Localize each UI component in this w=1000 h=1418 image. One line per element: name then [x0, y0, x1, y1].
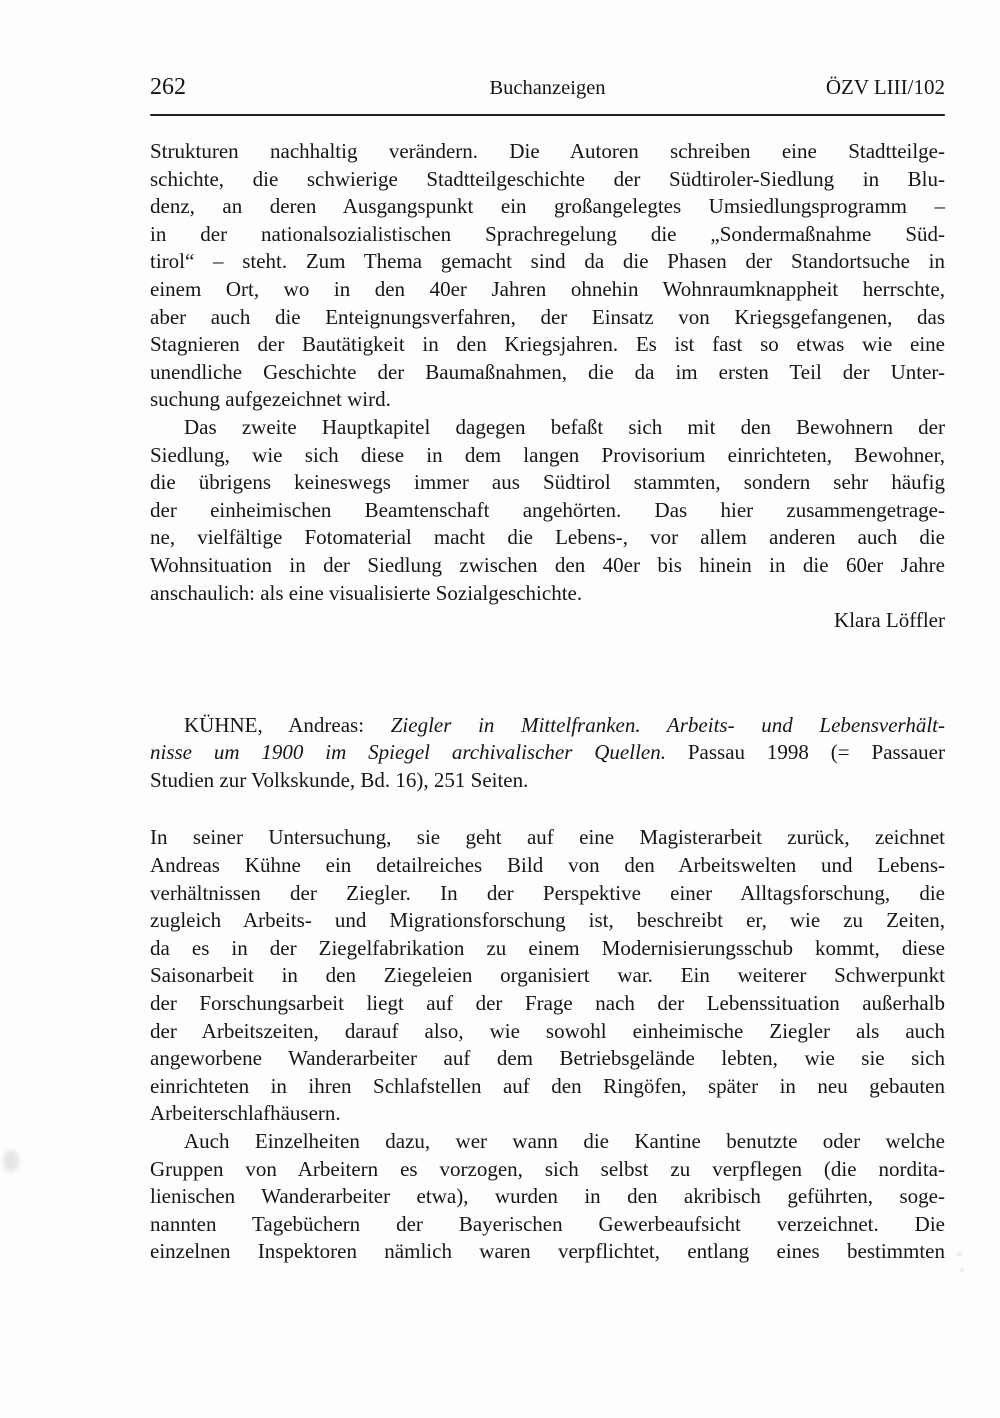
text-line: einzelnen Inspektoren nämlich waren verpflichtet, entlang eines bestimmten	[150, 1239, 945, 1264]
scan-artifact	[960, 1268, 964, 1272]
text-line: tirol“ – steht. Zum Thema gemacht sind da die Phasen der Standortsuche in	[150, 249, 945, 274]
book-title-italic: nisse um 1900 im Spiegel archivalischer Quellen.	[150, 740, 666, 765]
text-line: Auch Einzelheiten dazu, wer wann die Kantine benutzte oder welche	[184, 1129, 945, 1153]
scan-artifact	[957, 1252, 962, 1256]
text-line: nannten Tagebüchern der Bayerischen Gewerbeaufsicht verzeichnet. Die	[150, 1211, 945, 1236]
scan-artifact	[3, 1150, 19, 1172]
citation-text: Passau 1998 (= Passauer	[666, 740, 945, 765]
text-line: einem Ort, wo in den 40er Jahren ohnehin Wohnraumknappheit herrschte,	[150, 276, 945, 301]
header-rule	[150, 114, 945, 116]
citation-text: Studien zur Volkskunde, Bd. 16), 251 Seiten.	[150, 767, 529, 792]
text-line: denz, an deren Ausgangspunkt ein großangelegtes Umsiedlungsprogramm –	[150, 194, 945, 219]
text-line: Stagnieren der Bautätigkeit in den Kriegsjahren. Es ist fast so etwas wie eine	[150, 332, 945, 357]
review-paragraph	[150, 1128, 945, 1266]
text-line: angeworbene Wanderarbeiter auf dem Betriebsgelände lebten, wie sie sich	[150, 1046, 945, 1071]
text-line: einrichteten in ihren Schlafstellen auf den Ringöfen, später in neu gebauten	[150, 1073, 945, 1098]
review-paragraph	[150, 138, 945, 414]
text-line: Saisonarbeit in den Ziegeleien organisiert war. Ein weiterer Schwerpunkt	[150, 963, 945, 988]
review-paragraph	[150, 414, 945, 607]
text-line: Andreas Kühne ein detailreiches Bild von den Arbeitswelten und Lebens-	[150, 853, 945, 878]
text-line: der Forschungsarbeit liegt auf der Frage nach der Lebenssituation außerhalb	[150, 991, 945, 1016]
book-title-italic: Ziegler in Mittelfranken. Arbeits- und Lebensverhält-	[390, 712, 945, 737]
page-number: 262	[150, 74, 186, 100]
text-line: ne, vielfältige Fotomaterial macht die Lebens-, vor allem anderen auch die	[150, 525, 945, 550]
running-title: Buchanzeigen	[489, 77, 606, 99]
citation-text: KÜHNE, Andreas:	[184, 712, 391, 737]
text-line: suchung aufgezeichnet wird.	[150, 387, 391, 412]
text-line: da es in der Ziegelfabrikation zu einem Modernisierungsschub kommt, diese	[150, 935, 945, 960]
page-header	[150, 74, 945, 101]
text-body	[150, 138, 945, 1266]
text-line	[150, 712, 945, 740]
text-line: verhältnissen der Ziegler. In der Perspektive einer Alltagsforschung, die	[150, 880, 945, 905]
text-line: Wohnsituation in der Siedlung zwischen den 40er bis hinein in die 60er Jahre	[150, 552, 945, 577]
text-line: schichte, die schwierige Stadtteilgeschichte der Südtiroler-Siedlung in Blu-	[150, 166, 945, 191]
text-line: lienischen Wanderarbeiter etwa), wurden in den akribisch geführten, soge-	[150, 1184, 945, 1209]
text-line	[150, 739, 945, 767]
text-line: der einheimischen Beamtenschaft angehörten. Das hier zusammengetrage-	[150, 497, 945, 522]
text-line: Siedlung, wie sich diese in dem langen Provisorium einrichteten, Bewohner,	[150, 442, 945, 467]
text-line: der Arbeitszeiten, darauf also, wie sowohl einheimische Ziegler als auch	[150, 1018, 945, 1043]
text-line	[150, 767, 945, 795]
journal-volume: ÖZV LIII/102	[825, 75, 945, 99]
text-line: die übrigens keineswegs immer aus Südtirol stammten, sondern sehr häufig	[150, 470, 945, 495]
text-line: In seiner Untersuchung, sie geht auf eine Magisterarbeit zurück, zeichnet	[150, 825, 945, 850]
text-line: in der nationalsozialistischen Sprachregelung die „Sondermaßnahme Süd-	[150, 221, 945, 246]
text-line: Arbeiterschlafhäusern.	[150, 1101, 341, 1126]
text-line: unendliche Geschichte der Baumaßnahmen, die da im ersten Teil der Unter-	[150, 359, 945, 384]
book-citation	[150, 712, 945, 795]
text-line: zugleich Arbeits- und Migrationsforschung ist, beschreibt er, wie zu Zeiten,	[150, 908, 945, 933]
text-line: Strukturen nachhaltig verändern. Die Autoren schreiben eine Stadtteilge-	[150, 139, 945, 163]
text-line: aber auch die Enteignungsverfahren, der Einsatz von Kriegsgefangenen, das	[150, 304, 945, 329]
text-line: Gruppen von Arbeitern es vorzogen, sich selbst zu verpflegen (die nordita-	[150, 1156, 945, 1181]
text-line: anschaulich: als eine visualisierte Sozialgeschichte.	[150, 580, 583, 605]
review-paragraph	[150, 824, 945, 1128]
reviewer-signature: Klara Löffler	[834, 608, 945, 633]
text-line: Das zweite Hauptkapitel dagegen befaßt sich mit den Bewohnern der	[184, 414, 945, 439]
